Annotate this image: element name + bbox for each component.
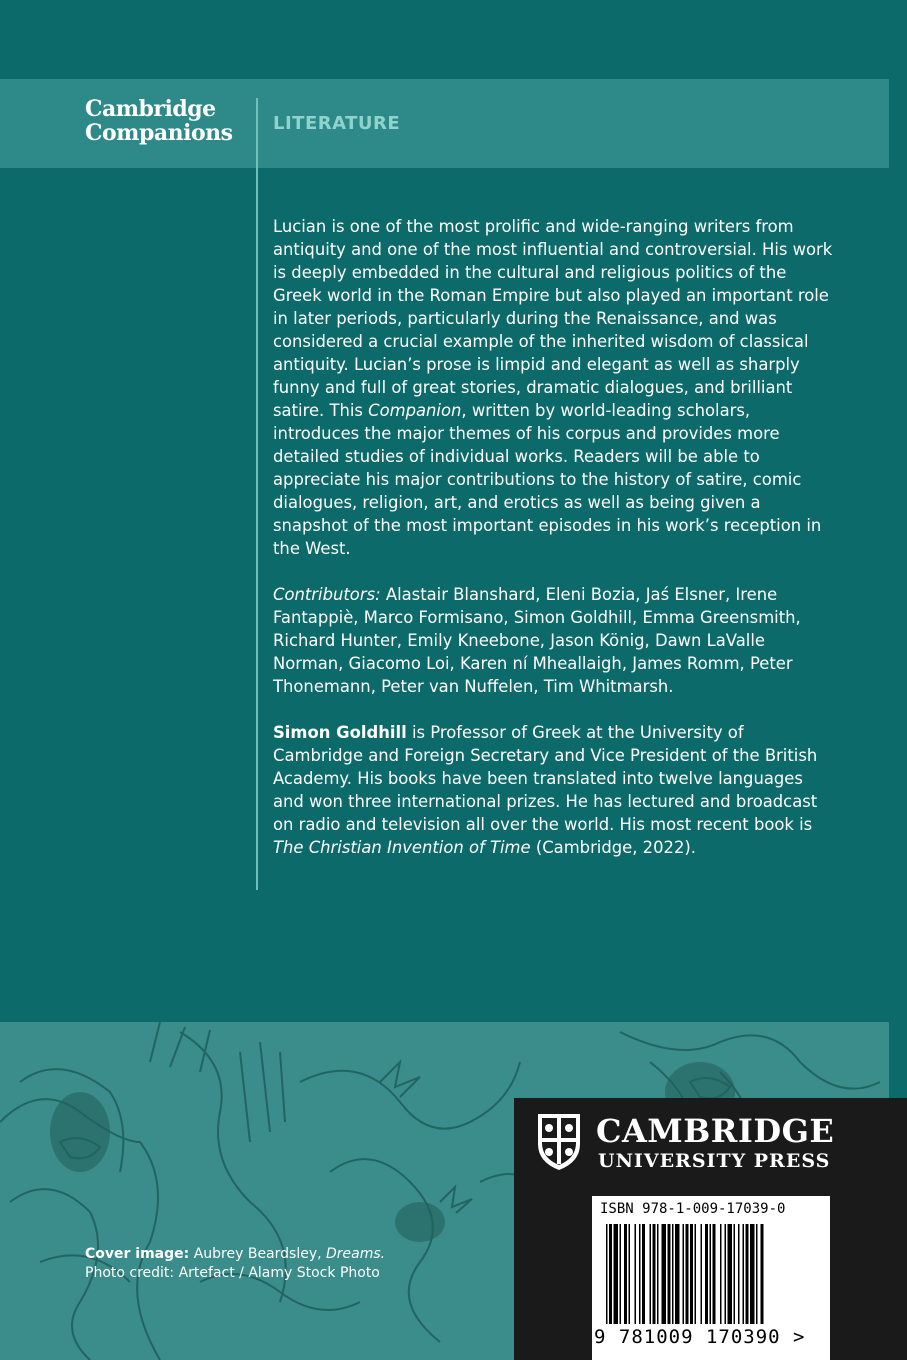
barcode-bar [738,1224,740,1324]
barcode-bar [614,1224,619,1324]
series-logo [85,97,233,145]
cambridge-shield-icon [536,1112,582,1172]
series-logo-line1: Cambridge [85,96,216,122]
barcode-bar [695,1224,697,1324]
barcode-bar [668,1224,671,1324]
barcode-bar [720,1224,722,1324]
barcode-bar [620,1224,622,1324]
barcode-bar [710,1224,712,1324]
series-subject: LITERATURE [273,113,401,134]
barcode-bar [639,1224,641,1324]
barcode-bar [756,1224,758,1324]
barcode-bar [662,1224,667,1324]
barcode-bar [657,1224,659,1324]
barcode-bar [761,1224,764,1324]
isbn-barcode [592,1196,830,1360]
barcode-bar [725,1224,727,1324]
barcode-bar [609,1224,612,1324]
barcode-bar [750,1224,755,1324]
vertical-divider [256,98,258,890]
series-band [0,79,889,168]
barcode-bar [642,1224,645,1324]
barcode-bar [728,1224,733,1324]
barcode-bar [629,1224,631,1324]
publisher-subname: UNIVERSITY PRESS [598,1150,831,1172]
credit-line2: Photo credit: Artefact / Alamy Stock Photo [85,1265,380,1281]
barcode-bar [743,1224,745,1324]
barcode-bar [701,1224,703,1324]
isbn-text: ISBN 978-1-009-17039-0 [600,1201,786,1217]
publisher-name: CAMBRIDGE [596,1112,835,1150]
cover-image-credit [85,1245,385,1283]
publisher-box [514,1098,907,1360]
barcode-bar [683,1224,685,1324]
barcode-bar [650,1224,652,1324]
barcode-bar [734,1224,736,1324]
barcode-bar [713,1224,716,1324]
barcode-bar [653,1224,656,1324]
barcode-bar [675,1224,680,1324]
ean-number: 9 781009 170390 > [594,1326,806,1348]
series-logo-line2: Companions [85,120,233,146]
author-paragraph: Simon Goldhill is Professor of Greek at the University of Cambridge and Foreign Secretary and Vice President of the British Academy. His books have been translated into twelve languages and won three international prizes. He has lectured and broadcast on radio and television all over the world. His most recent book is The Christian Invention of Time (Cambridge, 2022). [273,723,818,857]
barcode-bar [746,1224,749,1324]
barcode-bar [686,1224,689,1324]
barcode-bar [606,1224,608,1324]
back-cover-blurb [273,215,833,859]
contributors-paragraph: Contributors: Alastair Blanshard, Eleni Bozia, Jaś Elsner, Irene Fantappiè, Marco Formisano, Simon Goldhill, Emma Greensmith, Richard Hunter, Emily Kneebone, Jason König, Dawn LaValle Norman, Giacomo Loi, Karen ní Mheallaigh, James Romm, Peter Thonemann, Peter van Nuffelen, Tim Whitmarsh. [273,585,801,696]
barcode-bar [624,1224,627,1324]
barcode-bar [705,1224,708,1324]
description-paragraph: Lucian is one of the most prolific and wide-ranging writers from antiquity and one of the most influential and controversial. His work is deeply embedded in the cultural and religious politics of the Greek world in the Roman Empire but also played an important role in later periods, particularly during the Renaissance, and was considered a crucial example of the inherited wisdom of classical antiquity. Lucian’s prose is limpid and elegant as well as sharply funny and full of great stories, dramatic dialogues, and brilliant satire. This Companion, written by world-leading scholars, introduces the major themes of his corpus and provides more detailed studies of individual works. Readers will be able to appreciate his major contributions to the history of satire, comic dialogues, religion, art, and erotics as well as being given a snapshot of the most important episodes in his work’s reception in the West. [273,217,833,558]
barcode-bar [690,1224,693,1324]
barcode-bar [672,1224,674,1324]
barcode-bar [635,1224,637,1324]
barcode-bars [606,1224,818,1324]
credit-line1: Cover image: Aubrey Beardsley, Dreams. [85,1246,386,1262]
